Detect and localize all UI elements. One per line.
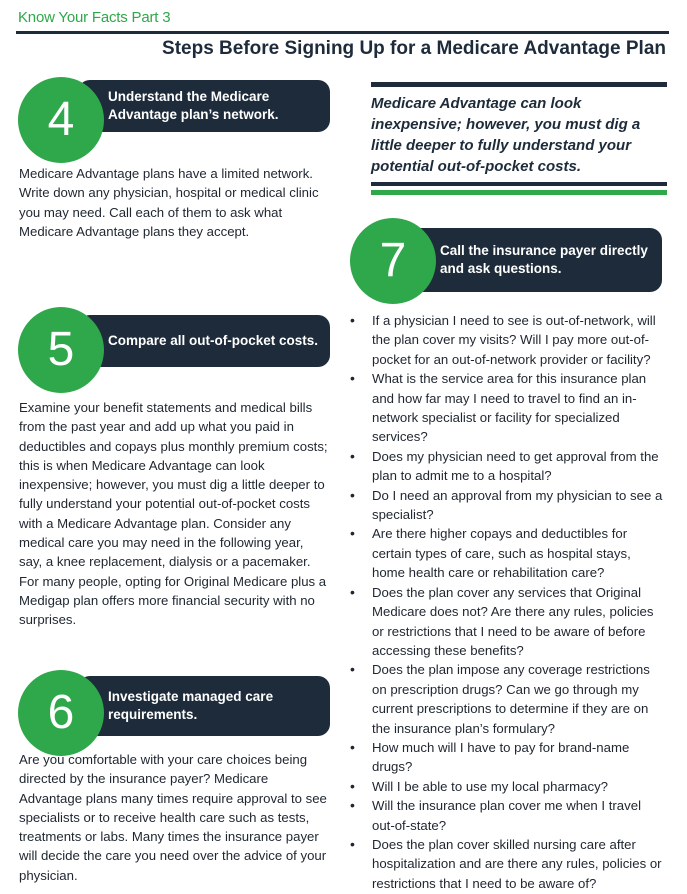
step-7-heading: Call the insurance payer directly and ask questions. bbox=[440, 243, 648, 276]
list-item: • Will I be able to use my local pharmacy? bbox=[348, 777, 666, 796]
list-item: • Does the plan cover skilled nursing care after hospitalization and are there any rules, policies or restrictions that I need to be aware of? bbox=[348, 835, 666, 893]
list-item: • Will the insurance plan cover me when I travel out-of-state? bbox=[348, 796, 666, 835]
list-item: • How much will I have to pay for brand-name drugs? bbox=[348, 738, 666, 777]
list-item: • Do I need an approval from my physician to see a specialist? bbox=[348, 486, 666, 525]
list-item: • Does the plan impose any coverage restrictions on prescription drugs? Can we go through my current prescriptions to determine if they are on the insurance plan’s formulary? bbox=[348, 660, 666, 738]
step-6-number-badge: 6 bbox=[18, 670, 104, 756]
step-4-header bbox=[18, 80, 330, 146]
callout-quote: Medicare Advantage can look inexpensive; however, you must dig a little deeper to fully understand your potential out-of-pocket costs. bbox=[371, 95, 641, 175]
list-item: • What is the service area for this insurance plan and how far may I need to travel to find an in-network specialist or facility for specialized services? bbox=[348, 369, 666, 447]
step-4-body: Medicare Advantage plans have a limited network. Write down any physician, hospital or medical clinic you may need. Call each of them to ask what Medicare Advantage plans they accept. bbox=[19, 166, 319, 239]
list-item: • Are there higher copays and deductibles for certain types of care, such as hospital stays, home health care or rehabilitation care? bbox=[348, 524, 666, 582]
questions-list bbox=[348, 311, 666, 893]
page-title: Steps Before Signing Up for a Medicare Advantage Plan bbox=[162, 38, 666, 59]
step-7-number-badge: 7 bbox=[350, 218, 436, 304]
step-5-heading: Compare all out-of-pocket costs. bbox=[108, 333, 319, 348]
list-item: • If a physician I need to see is out-of-network, will the plan cover my visits? Will I pay more out-of-pocket for an out-of-network provider or facility? bbox=[348, 311, 666, 369]
step-6-header bbox=[18, 676, 330, 739]
list-item: • Does my physician need to get approval from the plan to admit me to a hospital? bbox=[348, 447, 666, 486]
list-item: • Does the plan cover any services that Original Medicare does not? Are there any rules, policies or restrictions that I need to be aware of before accessing these benefits? bbox=[348, 583, 666, 661]
header-rule bbox=[16, 31, 669, 34]
callout-bottom-rule-green bbox=[371, 190, 667, 195]
step-6-body: Are you comfortable with your care choices being directed by the insurance payer? Medicare Advantage plans many times require approval to see specialists or to receive health care such as tests, treatments or labs. Many times the insurance payer will decide the care you need over the advice of your physician. bbox=[19, 752, 327, 883]
step-6-heading: Investigate managed care requirements. bbox=[108, 689, 274, 722]
step-5-body: Examine your benefit statements and medical bills from the past year and add up what you paid in deductibles and copays plus monthly premium costs; this is when Medicare Advantage can look inexpensive; however, you must dig a little deeper to fully understand your potential out-of-pocket costs with a Medicare Advantage plan. Consider any medical care you may need in the following year, say, a knee replacement, dialysis or a pacemaker. For many people, opting for Original Medicare plus a Medigap plan offers more financial security with no surprises. bbox=[19, 400, 328, 628]
step-4-number-badge: 4 bbox=[18, 77, 104, 163]
step-7-header bbox=[350, 228, 662, 292]
step-5-number-badge: 5 bbox=[18, 307, 104, 393]
callout-top-rule bbox=[371, 82, 667, 87]
step-4-heading: Understand the Medicare Advantage plan’s network. bbox=[108, 89, 279, 122]
step-5-header bbox=[18, 315, 330, 376]
series-label: Know Your Facts Part 3 bbox=[18, 9, 171, 26]
callout-bottom-rule-navy bbox=[371, 182, 667, 186]
